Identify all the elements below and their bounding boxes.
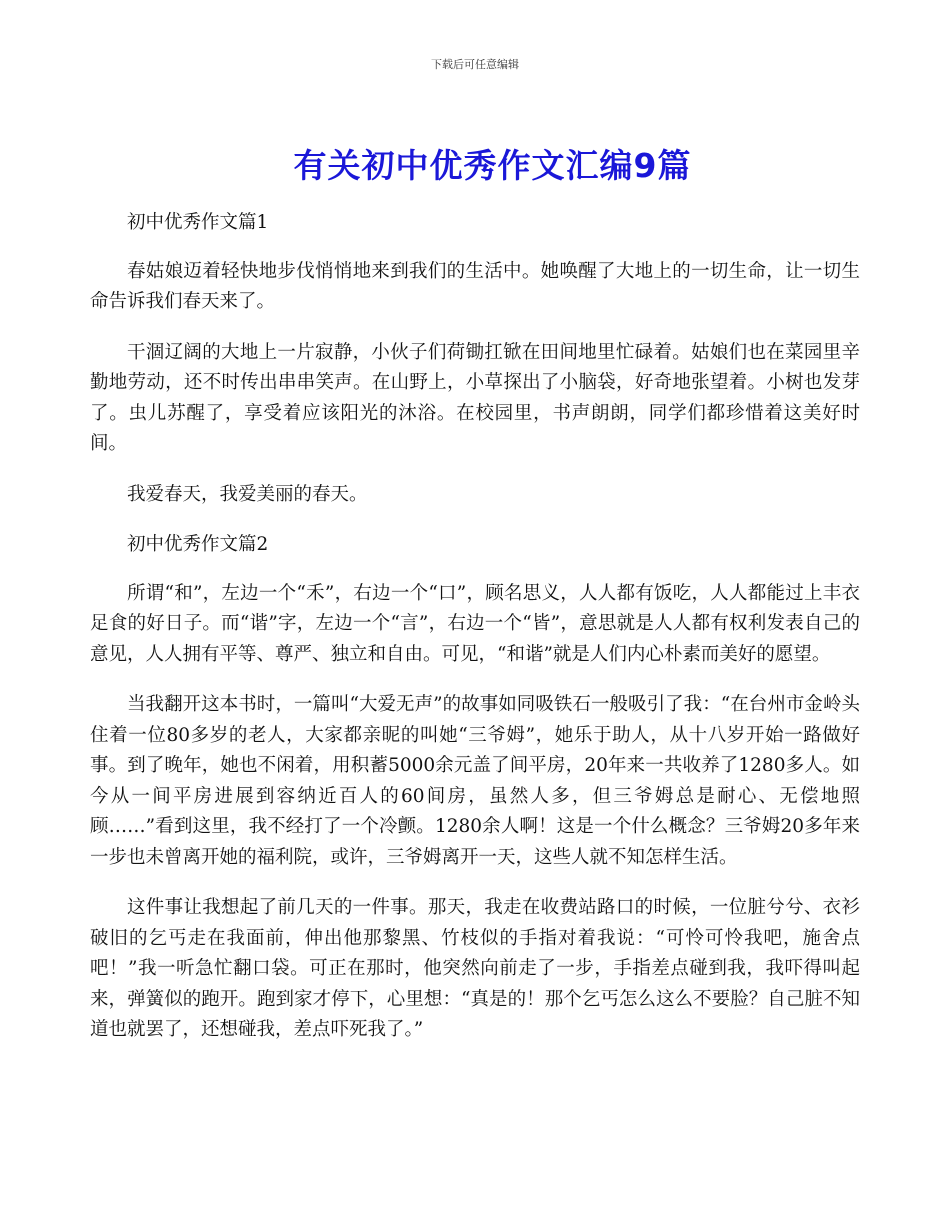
paragraph: 这件事让我想起了前几天的一件事。那天，我走在收费站路口的时候，一位脏兮兮、衣衫破旧的乞丐走在我面前，伸出他那黎黑、竹枝似的手指对着我说：“可怜可怜我吧，施舍点吧！”我一听急忙翻口袋。可正在那时，他突然向前走了一步，手指差点碰到我，我吓得叫起来，弹簧似的跑开。跑到家才停下，心里想：“真是的！那个乞丐怎么这么不要脸？自己脏不知道也就罢了，还想碰我，差点吓死我了。” — [90, 897, 860, 1040]
paragraph: 我爱春天，我爱美丽的春天。 — [127, 483, 368, 505]
section-heading-2: 初中优秀作文篇2 — [127, 534, 269, 555]
paragraph: 所谓“和”，左边一个“禾”，右边一个“口”，顾名思义，人人都有饭吃，人人都能过上丰衣足食的好日子。而“谐”字，左边一个“言”，右边一个“皆”，意思就是人人都有权利发表自己的意见，人人拥有平等、尊严、独立和自由。可见，“和谐”就是人们内心朴素而美好的愿望。 — [90, 582, 860, 665]
paragraph: 春姑娘迈着轻快地步伐悄悄地来到我们的生活中。她唤醒了大地上的一切生命，让一切生命告诉我们春天来了。 — [90, 260, 860, 312]
section-heading-1: 初中优秀作文篇1 — [127, 212, 269, 233]
header-note: 下载后可任意编辑 — [431, 58, 519, 71]
document-body — [90, 208, 860, 1066]
document-title: 有关初中优秀作文汇编9篇 — [293, 146, 692, 185]
paragraph: 当我翻开这本书时，一篇叫“大爱无声”的故事如同吸铁石一般吸引了我：“在台州市金岭头住着一位80多岁的老人，大家都亲昵的叫她“三爷姆”，她乐于助人，从十八岁开始一路做好事。到了晚年，她也不闲着，用积蓄5000余元盖了间平房，20年来一共收养了1280多人。如今从一间平房进展到容纳近百人的60间房，虽然人多，但三爷姆总是耐心、无偿地照顾……”看到这里，我不经打了一个冷颤。1280余人啊！这是一个什么概念？三爷姆20多年来一步也未曾离开她的福利院，或许，三爷姆离开一天，这些人就不知怎样生活。 — [90, 694, 860, 868]
paragraph: 干涸辽阔的大地上一片寂静，小伙子们荷锄扛锨在田间地里忙碌着。姑娘们也在菜园里辛勤地劳动，还不时传出串串笑声。在山野上，小草探出了小脑袋，好奇地张望着。小树也发芽了。虫儿苏醒了，享受着应该阳光的沐浴。在校园里，书声朗朗，同学们都珍惜着这美好时间。 — [90, 341, 860, 454]
